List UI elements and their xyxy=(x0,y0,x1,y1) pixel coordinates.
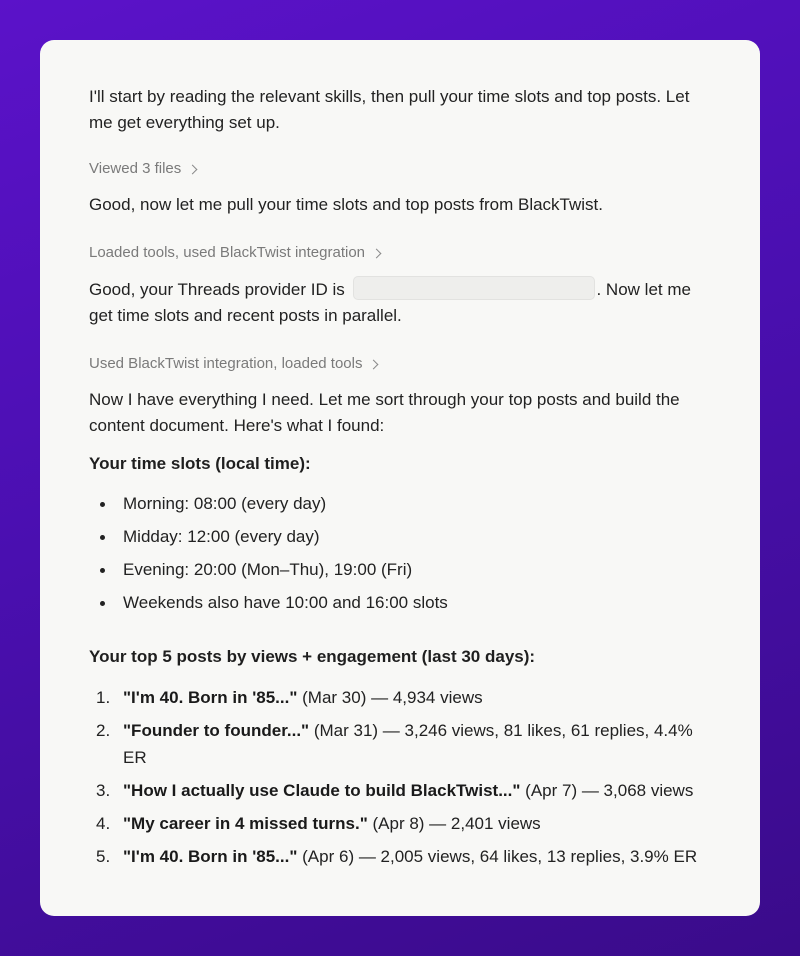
post-title: "I'm 40. Born in '85..." xyxy=(123,847,298,866)
post-number: 3. xyxy=(96,781,111,800)
list-item xyxy=(89,491,711,524)
post-number: 5. xyxy=(96,847,111,866)
slot-text: Evening: 20:00 (Mon–Thu), 19:00 (Fri) xyxy=(123,560,413,579)
post-number: 4. xyxy=(96,814,111,833)
post-number: 1. xyxy=(96,688,111,707)
list-item xyxy=(89,524,711,557)
msg-provider-id xyxy=(89,276,711,329)
viewed-files-toggle[interactable] xyxy=(89,159,711,179)
post-title: "My career in 4 missed turns." xyxy=(123,814,368,833)
intro-text: I'll start by reading the relevant skills, then pull your time slots and top posts. Let me get everything set up. xyxy=(89,87,690,132)
msg-pull-slots: Good, now let me pull your time slots and top posts from BlackTwist. xyxy=(89,195,603,214)
list-item xyxy=(89,590,711,623)
chevron-right-icon xyxy=(369,359,379,369)
top-posts-list xyxy=(89,684,711,870)
viewed-files-label: Viewed 3 files xyxy=(89,160,182,177)
post-detail: (Apr 7) — 3,068 views xyxy=(520,781,694,800)
provider-id-suffix: . Now let me get time slots and recent posts in parallel. xyxy=(89,280,691,325)
bullet-icon xyxy=(100,502,105,507)
redacted-provider-id xyxy=(353,276,595,300)
slot-text: Midday: 12:00 (every day) xyxy=(123,527,320,546)
post-title: "I'm 40. Born in '85..." xyxy=(123,688,298,707)
post-detail: (Mar 31) — 3,246 views, 81 likes, 61 replies, 4.4% ER xyxy=(123,721,693,767)
post-detail: (Mar 30) — 4,934 views xyxy=(297,688,483,707)
post-title: "Founder to founder..." xyxy=(123,721,310,740)
used-integration-toggle[interactable] xyxy=(89,354,711,374)
bullet-icon xyxy=(100,601,105,606)
list-item xyxy=(89,684,711,711)
list-item xyxy=(89,717,711,771)
bullet-icon xyxy=(100,568,105,573)
slots-heading: Your time slots (local time): xyxy=(89,454,311,473)
list-item xyxy=(89,810,711,837)
list-item xyxy=(89,557,711,590)
post-detail: (Apr 8) — 2,401 views xyxy=(367,814,541,833)
bullet-icon xyxy=(100,535,105,540)
chat-message-card xyxy=(40,40,760,916)
list-item xyxy=(89,843,711,870)
post-number: 2. xyxy=(96,721,111,740)
loaded-tools-label: Loaded tools, used BlackTwist integration xyxy=(89,244,365,261)
chevron-right-icon xyxy=(372,248,382,258)
slot-text: Morning: 08:00 (every day) xyxy=(123,494,327,513)
list-item xyxy=(89,777,711,804)
loaded-tools-toggle[interactable] xyxy=(89,243,711,263)
post-title: "How I actually use Claude to build BlackTwist..." xyxy=(123,781,521,800)
used-integration-label: Used BlackTwist integration, loaded tools xyxy=(89,355,363,372)
chevron-right-icon xyxy=(188,164,198,174)
post-detail: (Apr 6) — 2,005 views, 64 likes, 13 replies, 3.9% ER xyxy=(297,847,698,866)
posts-heading: Your top 5 posts by views + engagement (last 30 days): xyxy=(89,647,536,666)
msg-found: Now I have everything I need. Let me sort through your top posts and build the content document. Here's what I found: xyxy=(89,390,680,435)
time-slots-list xyxy=(89,491,711,623)
provider-id-prefix: Good, your Threads provider ID is xyxy=(89,280,350,299)
slot-text: Weekends also have 10:00 and 16:00 slots xyxy=(123,593,448,612)
